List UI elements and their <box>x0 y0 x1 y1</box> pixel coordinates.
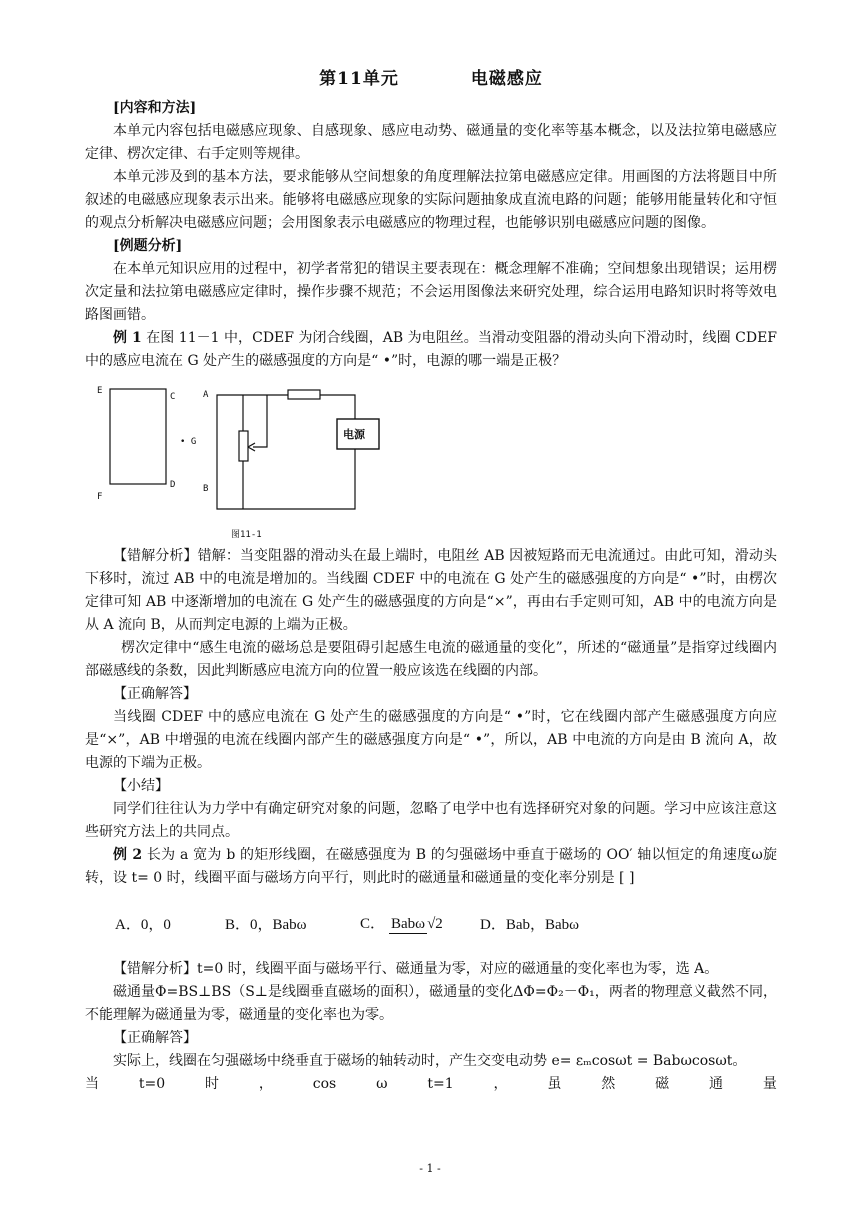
example-1-label: 例 1 <box>113 330 142 346</box>
example-2-wrong-text: t=0 时，线圈平面与磁场平行、磁通量为零，对应的磁通量的变化率也为零，选 A。 <box>197 961 719 977</box>
example-intro: 在本单元知识应用的过程中，初学者常犯的错误主要表现在：概念理解不准确；空间想象出现错误；运用楞次定量和法拉第电磁感应定律时，操作步骤不规范；不会运用图像法来研究处理，综合运用电路知识时将等效电路图画错。 <box>85 261 777 323</box>
word: t=1 <box>427 1076 454 1092</box>
content-paragraph-2: 本单元涉及到的基本方法，要求能够从空间想象的角度理解法拉第电磁感应定律。用画图的方法将题目中所叙述的电磁感应现象表示出来。能够将电磁感应现象的实际问题抽象成直流电路的问题；能够用能量转化和守恒的观点分析解决电磁感应问题；会用图象表示电磁感应的物理过程，也能够识别电磁感应问题的图像。 <box>85 169 777 231</box>
content-method-heading: [内容和方法] <box>113 100 197 116</box>
coil-cdef <box>110 389 166 484</box>
word: 量 <box>762 1076 777 1092</box>
word: t=0 <box>138 1076 166 1092</box>
label-c: C <box>170 392 176 402</box>
page-title <box>85 64 777 89</box>
label-g: • G <box>180 437 197 447</box>
word: ω <box>376 1076 388 1092</box>
resistor-ab <box>288 390 320 399</box>
example-1-question <box>85 327 777 373</box>
word: 时 <box>205 1076 220 1092</box>
word: 虽 <box>547 1076 562 1092</box>
choice-d: D．Bab，Babω <box>480 916 580 933</box>
choice-c-numerator: Babω <box>391 916 426 933</box>
choice-c <box>360 912 480 935</box>
example-1-lenz: 楞次定律中“感生电流的磁场总是要阻碍引起感生电流的磁通量的变化”，所述的“磁通量”是指穿过线圈内部磁感线的条数，因此判断感应电流方向的位置一般应该选在线圈的内部。 <box>85 640 777 679</box>
example-2-choices <box>115 894 777 952</box>
choice-c-fraction <box>389 914 443 934</box>
rheostat <box>239 431 248 461</box>
label-d: D <box>170 480 176 490</box>
example-1-right-text: 当线圈 CDEF 中的感应电流在 G 处产生的磁感强度的方向是“ •”时，它在线圈内部产生磁感强度方向应是“×”，AB 中增强的电流在线圈内部产生的磁感强度方向是“ •”，所以，AB 中电流的方向是由 B 流向 A，故电源的下端为正极。 <box>85 709 777 771</box>
title-unit: 第11单元 <box>319 69 399 89</box>
example-2-last-line <box>85 1073 777 1096</box>
word: 然 <box>601 1076 616 1092</box>
example-1-text: 在图 11－1 中，CDEF 为闭合线圈，AB 为电阻丝。当滑动变阻器的滑动头向下滑动时，线圈 CDEF 中的感应电流在 G 处产生的磁感强度的方向是“ •”时，电源的哪一端是正极？ <box>85 330 778 369</box>
page-number: - 1 - <box>419 1162 441 1175</box>
content-paragraph-1: 本单元内容包括电磁感应现象、自感现象、感应电动势、磁通量的变化率等基本概念，以及法拉第电磁感应定律、楞次定律、右手定则等规律。 <box>85 123 777 162</box>
word: 当 <box>85 1076 99 1092</box>
word: 磁 <box>655 1076 670 1092</box>
example-2-right-text: 实际上，线圈在匀强磁场中绕垂直于磁场的轴转动时，产生交变电动势 e= εₘcosωt = Babωcosωt。 <box>113 1053 747 1069</box>
choice-c-prefix: C． <box>360 915 386 932</box>
example-1-wrong <box>85 545 777 637</box>
outer-circuit-wire <box>217 395 355 509</box>
choice-c-denominator: √2 <box>427 916 443 933</box>
example-2-right-label: 【正确解答】 <box>113 1030 197 1046</box>
example-2-flux: 磁通量Φ=BS⊥BS（S⊥是线圈垂直磁场的面积），磁通量的变化ΔΦ=Φ₂－Φ₁，两者的物理意义截然不同，不能理解为磁通量为零，磁通量的变化率也为零。 <box>85 984 777 1023</box>
word: 通 <box>709 1076 724 1092</box>
title-topic: 电磁感应 <box>470 69 543 89</box>
example-2-question <box>85 844 777 890</box>
example-1-wrong-text: 错解：当变阻器的滑动头在最上端时，电阻丝 AB 因被短路而无电流通过。由此可知，滑动头下移时，流过 AB 中的电流是增加的。当线圈 CDEF 中的电流在 G 处产生的磁感强度的方向是“ •”时，由楞次定律可知 AB 中逐渐增加的电流在 G 处产生的磁感强度的方向是“×”，再由右手定则可知，AB 中的电流方向是从 A 流向 B，从而判定电源的上端为正极。 <box>85 548 778 633</box>
label-a: A <box>203 390 209 400</box>
example-2-label: 例 2 <box>113 847 143 863</box>
document-page <box>85 60 777 1096</box>
example-1-right-label: 【正确解答】 <box>113 686 197 702</box>
label-e: E <box>97 386 103 396</box>
label-f: F <box>97 492 103 502</box>
figure-caption: 图11-1 <box>231 530 262 540</box>
example-1-summary-label: 【小结】 <box>113 778 169 794</box>
example-2-wrong-label: 【错解分析】 <box>113 961 197 977</box>
example-1-wrong-label: 【错解分析】 <box>113 548 198 564</box>
example-heading: [例题分析] <box>113 238 183 254</box>
example-2-wrong <box>85 958 777 981</box>
choice-b: B．0，Babω <box>225 916 307 933</box>
word: ， <box>493 1076 508 1092</box>
word: cos <box>312 1076 337 1092</box>
circuit-diagram <box>85 385 777 541</box>
figure-11-1 <box>85 385 777 541</box>
example-1-summary-text: 同学们往往认为力学中有确定研究对象的问题，忽略了电学中也有选择研究对象的问题。学习中应该注意这些研究方法上的共同点。 <box>85 801 777 840</box>
power-source-label: 电源 <box>343 428 365 441</box>
choice-a: A．0，0 <box>115 916 171 933</box>
label-b: B <box>203 484 209 494</box>
word: ， <box>258 1076 273 1092</box>
example-2-text: 长为 a 宽为 b 的矩形线圈，在磁感强度为 B 的匀强磁场中垂直于磁场的 OO′ 轴以恒定的角速度ω旋转，设 t= 0 时，线圈平面与磁场方向平行，则此时的磁通量和磁通量的变化率分别是 [ ] <box>85 847 778 886</box>
slider-wire <box>253 395 267 447</box>
